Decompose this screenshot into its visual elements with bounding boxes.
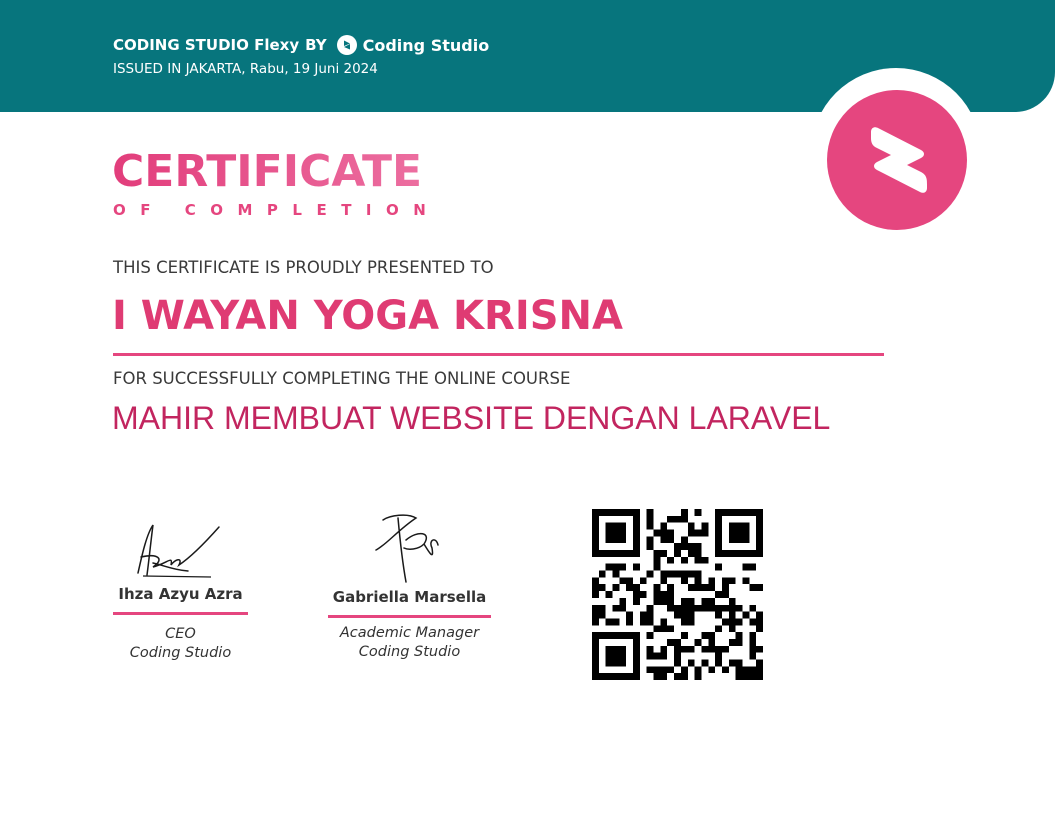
signatory-ceo <box>113 515 248 663</box>
certificate-title: CERTIFICATE <box>112 146 423 197</box>
certificate-subtitle: OF COMPLETION <box>113 201 441 219</box>
signatory-name: Gabriella Marsella <box>332 588 487 606</box>
issuer-name: CODING STUDIO Flexy <box>113 36 300 54</box>
presented-to-text: THIS CERTIFICATE IS PROUDLY PRESENTED TO <box>113 258 494 277</box>
signatory-role: Academic Manager <box>339 625 480 641</box>
signatory-org: Coding Studio <box>358 644 461 660</box>
signatory-divider <box>113 612 248 615</box>
recipient-name: I WAYAN YOGA KRISNA <box>112 293 623 339</box>
signature-academic-manager <box>328 510 491 588</box>
brand-name: Coding Studio <box>362 35 490 55</box>
signature-ceo <box>113 515 248 585</box>
issued-location-date: ISSUED IN JAKARTA, Rabu, 19 Juni 2024 <box>113 61 378 77</box>
signatory-divider <box>328 615 491 618</box>
divider <box>113 353 884 356</box>
issuer-line <box>113 35 489 55</box>
brand <box>337 35 490 55</box>
signatory-academic-manager <box>328 510 491 662</box>
verification-qr-code <box>592 509 763 680</box>
signatory-role: CEO <box>165 626 196 642</box>
issuer-by: BY <box>305 36 327 54</box>
course-title: MAHIR MEMBUAT WEBSITE DENGAN LARAVEL <box>112 400 831 436</box>
signatory-name: Ihza Azyu Azra <box>118 585 243 603</box>
signatory-org: Coding Studio <box>129 645 232 661</box>
brand-logo-icon <box>337 35 357 55</box>
coding-studio-logo-icon <box>827 90 967 230</box>
completing-text: FOR SUCCESSFULLY COMPLETING THE ONLINE COURSE <box>113 369 571 388</box>
